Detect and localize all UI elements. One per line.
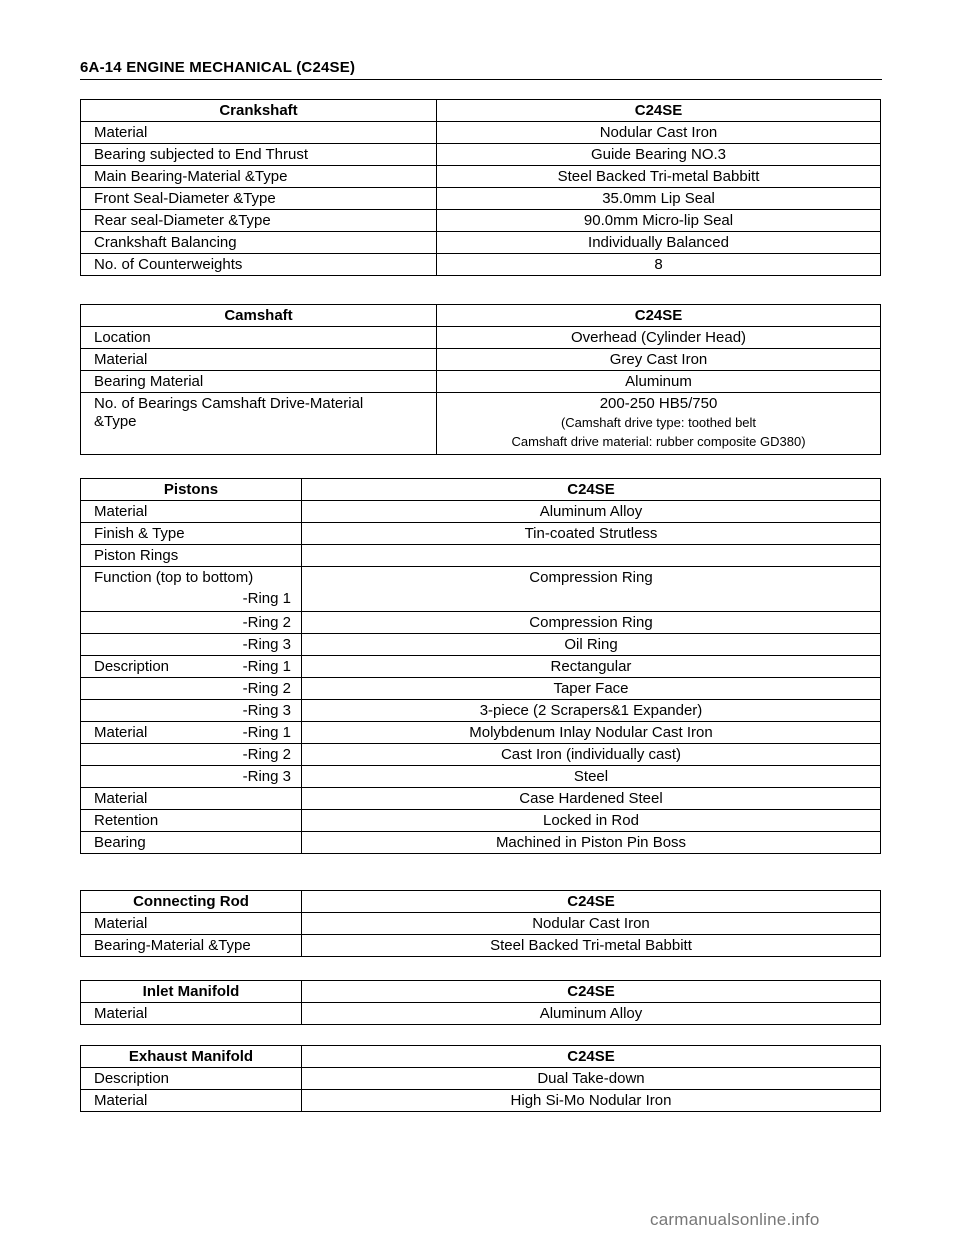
- row-value: Guide Bearing NO.3: [437, 144, 881, 166]
- row-value: [302, 545, 881, 567]
- row-value: Steel Backed Tri-metal Babbitt: [437, 166, 881, 188]
- table-row: [81, 567, 881, 612]
- table-row: [81, 144, 881, 166]
- row-value: 35.0mm Lip Seal: [437, 188, 881, 210]
- row-label: Material: [81, 913, 302, 935]
- row-label: Bearing: [81, 832, 302, 854]
- row-value: High Si-Mo Nodular Iron: [302, 1090, 881, 1112]
- column-header: C24SE: [302, 981, 881, 1003]
- row-value: Molybdenum Inlay Nodular Cast Iron: [302, 722, 881, 744]
- table-row: [81, 166, 881, 188]
- table-header-row: [81, 981, 881, 1003]
- row-label: Finish & Type: [81, 523, 302, 545]
- page-header: [80, 59, 882, 80]
- table-header-row: [81, 479, 881, 501]
- ring-label: -Ring 2: [81, 744, 302, 766]
- row-value-line: (Camshaft drive type: toothed belt: [560, 415, 757, 430]
- row-value-line: 200-250 HB5/750: [599, 395, 718, 412]
- column-header: Connecting Rod: [81, 891, 302, 913]
- row-value: Steel: [302, 766, 881, 788]
- row-label: Bearing Material: [81, 371, 437, 393]
- ring-label: -Ring 2: [81, 678, 302, 700]
- row-label: Rear seal-Diameter &Type: [81, 210, 437, 232]
- table-row: [81, 327, 881, 349]
- row-value: Taper Face: [302, 678, 881, 700]
- row-value: Machined in Piston Pin Boss: [302, 832, 881, 854]
- table-row: [81, 766, 881, 788]
- row-label: Description: [81, 1068, 302, 1090]
- row-value-line: Camshaft drive material: rubber composite GD380): [511, 434, 806, 449]
- row-label: Piston Rings: [81, 545, 302, 567]
- ring-label: -Ring 1: [242, 590, 291, 607]
- table-row: [81, 122, 881, 144]
- table-row: [81, 210, 881, 232]
- row-value: Rectangular: [302, 656, 881, 678]
- table-row: [81, 371, 881, 393]
- table-header-row: [81, 891, 881, 913]
- row-value: Aluminum Alloy: [302, 1003, 881, 1025]
- row-label: Retention: [81, 810, 302, 832]
- row-label-line: No. of Bearings Camshaft Drive-Material: [94, 395, 364, 412]
- table-row: [81, 656, 881, 678]
- row-label: Bearing subjected to End Thrust: [81, 144, 437, 166]
- table-row: [81, 545, 881, 567]
- row-value: Compression Ring: [302, 567, 881, 612]
- row-value: Cast Iron (individually cast): [302, 744, 881, 766]
- row-value: Grey Cast Iron: [437, 349, 881, 371]
- camshaft-table: [80, 304, 881, 455]
- row-label: Front Seal-Diameter &Type: [81, 188, 437, 210]
- table-row: [81, 232, 881, 254]
- table-row: [81, 788, 881, 810]
- row-label: [81, 567, 302, 612]
- column-header: Camshaft: [81, 305, 437, 327]
- table-header-row: [81, 100, 881, 122]
- table-row: [81, 678, 881, 700]
- table-header-row: [81, 305, 881, 327]
- function-label: Function (top to bottom): [94, 569, 254, 586]
- table-row: [81, 254, 881, 276]
- row-value: Individually Balanced: [437, 232, 881, 254]
- ring-label: -Ring 3: [81, 634, 302, 656]
- row-value: Tin-coated Strutless: [302, 523, 881, 545]
- row-label: Material: [81, 1090, 302, 1112]
- row-label: [81, 393, 437, 455]
- inlet-manifold-table: [80, 980, 881, 1025]
- row-label: Material: [81, 1003, 302, 1025]
- row-value: Aluminum: [437, 371, 881, 393]
- table-row: [81, 722, 881, 744]
- row-value: Locked in Rod: [302, 810, 881, 832]
- column-header: C24SE: [437, 305, 881, 327]
- table-row: [81, 700, 881, 722]
- table-row: [81, 393, 881, 455]
- table-row: [81, 935, 881, 957]
- crankshaft-table: [80, 99, 881, 276]
- table-row: [81, 501, 881, 523]
- table-row: [81, 349, 881, 371]
- connecting-rod-table: [80, 890, 881, 957]
- ring-label: -Ring 1: [242, 723, 291, 741]
- row-value: Overhead (Cylinder Head): [437, 327, 881, 349]
- row-value: Nodular Cast Iron: [302, 913, 881, 935]
- row-value: Compression Ring: [302, 612, 881, 634]
- row-label: Material: [81, 788, 302, 810]
- ring-label: -Ring 1: [242, 657, 291, 675]
- table-row: [81, 1003, 881, 1025]
- table-row: [81, 832, 881, 854]
- row-label: Crankshaft Balancing: [81, 232, 437, 254]
- row-value: 90.0mm Micro-lip Seal: [437, 210, 881, 232]
- row-label: Location: [81, 327, 437, 349]
- ring-label: -Ring 2: [81, 612, 302, 634]
- table-row: [81, 188, 881, 210]
- pistons-table: [80, 478, 881, 854]
- group-label: Material: [94, 723, 148, 741]
- row-label: Bearing-Material &Type: [81, 935, 302, 957]
- column-header: C24SE: [302, 891, 881, 913]
- row-value: Oil Ring: [302, 634, 881, 656]
- table-row: [81, 1068, 881, 1090]
- table-row: [81, 523, 881, 545]
- group-label: Description: [94, 657, 170, 675]
- row-value: [437, 393, 881, 455]
- row-label: Main Bearing-Material &Type: [81, 166, 437, 188]
- row-label: Material: [81, 349, 437, 371]
- watermark: carmanualsonline.info: [650, 1210, 820, 1229]
- row-value: Aluminum Alloy: [302, 501, 881, 523]
- row-label: [81, 722, 302, 744]
- column-header: Crankshaft: [81, 100, 437, 122]
- table-row: [81, 634, 881, 656]
- table-row: [81, 913, 881, 935]
- row-value: Nodular Cast Iron: [437, 122, 881, 144]
- table-row: [81, 612, 881, 634]
- column-header: C24SE: [302, 479, 881, 501]
- table-row: [81, 1090, 881, 1112]
- row-value: Steel Backed Tri-metal Babbitt: [302, 935, 881, 957]
- column-header: Inlet Manifold: [81, 981, 302, 1003]
- row-label: Material: [81, 122, 437, 144]
- row-value: 3-piece (2 Scrapers&1 Expander): [302, 700, 881, 722]
- row-label: [81, 656, 302, 678]
- ring-label: -Ring 3: [81, 700, 302, 722]
- table-row: [81, 744, 881, 766]
- column-header: C24SE: [437, 100, 881, 122]
- row-label: No. of Counterweights: [81, 254, 437, 276]
- row-label-line: &Type: [94, 413, 137, 430]
- row-value: 8: [437, 254, 881, 276]
- column-header: Exhaust Manifold: [81, 1046, 302, 1068]
- page-title: 6A-14 ENGINE MECHANICAL (C24SE): [80, 59, 356, 76]
- table-header-row: [81, 1046, 881, 1068]
- row-value: Case Hardened Steel: [302, 788, 881, 810]
- table-row: [81, 810, 881, 832]
- column-header: Pistons: [81, 479, 302, 501]
- row-label: Material: [81, 501, 302, 523]
- row-value: Dual Take-down: [302, 1068, 881, 1090]
- exhaust-manifold-table: [80, 1045, 881, 1112]
- column-header: C24SE: [302, 1046, 881, 1068]
- ring-label: -Ring 3: [81, 766, 302, 788]
